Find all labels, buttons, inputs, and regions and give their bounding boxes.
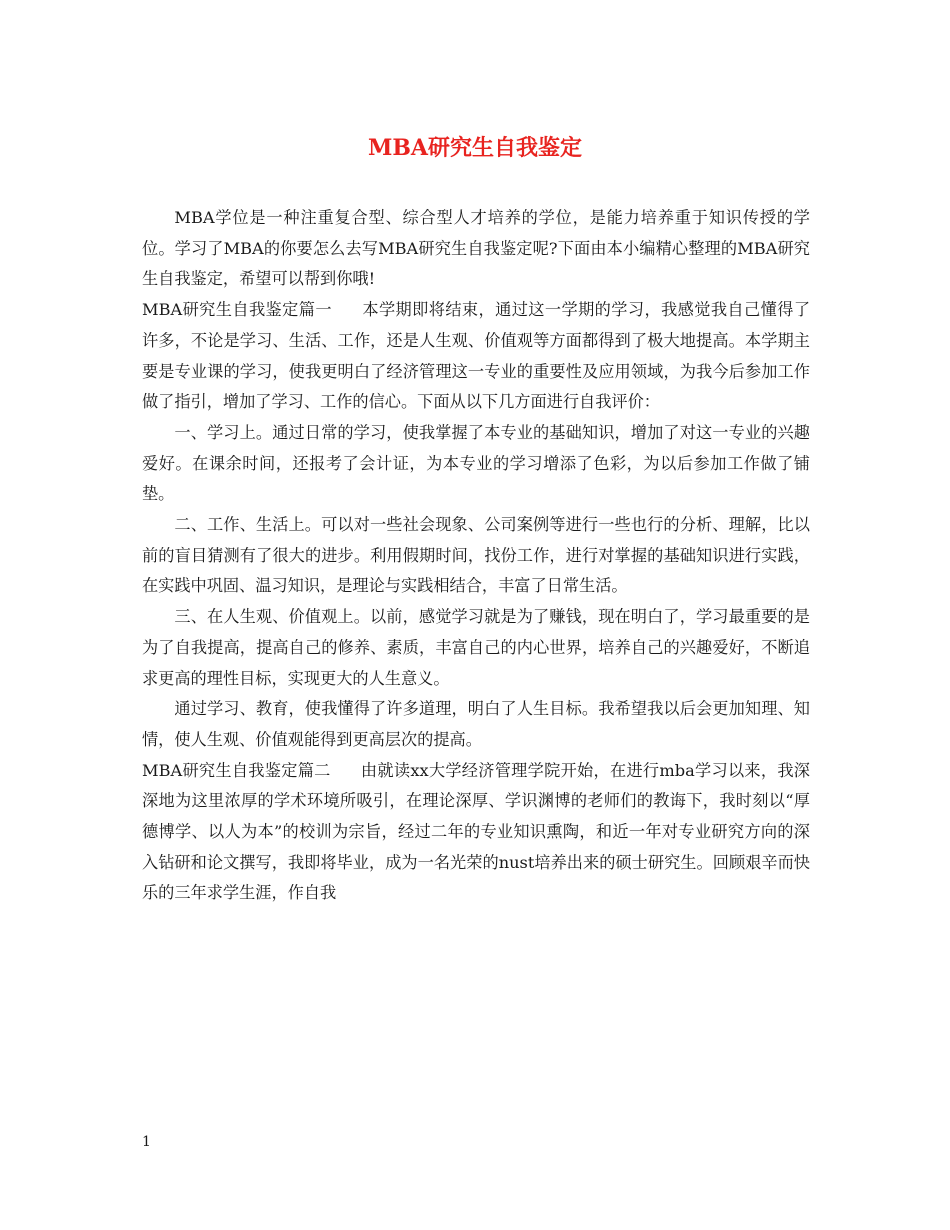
paragraph-conclusion: 通过学习、教育，使我懂得了许多道理，明白了人生目标。我希望我以后会更加知理、知情，使人生观、价值观能得到更高层次的提高。 (142, 699, 810, 749)
page-number: 1 (142, 1134, 151, 1150)
paragraph-intro: MBA学位是一种注重复合型、综合型人才培养的学位，是能力培养重于知识传授的学位。学习了MBA的你要怎么去写MBA研究生自我鉴定呢?下面由本小编精心整理的MBA研究生自我鉴定，希望可以帮到你哦! (142, 208, 810, 289)
paragraph-section-two (142, 756, 810, 910)
document-title: MBA研究生自我鉴定 (367, 135, 583, 161)
section-two-text: 由就读xx大学经济管理学院开始，在进行mba学习以来，我深深地为这里浓厚的学术环境所吸引，在理论深厚、学识渊博的老师们的教诲下，我时刻以“厚德博学、以人为本”的校训为宗旨，经过二年的专业知识熏陶，和近一年对专业研究方向的深入钻研和论文撰写，我即将毕业，成为一名光荣的nust培养出来的硕士研究生。回顾艰辛而快乐的三年求学生涯，作自我 (142, 760, 810, 903)
section-two-heading: MBA研究生自我鉴定篇二 (142, 760, 331, 780)
section-one-heading: MBA研究生自我鉴定篇一 (142, 300, 332, 320)
paragraph-work-life: 二、工作、生活上。可以对一些社会现象、公司案例等进行一些也行的分析、理解，比以前的盲目猜测有了很大的进步。利用假期时间，找份工作，进行对掌握的基础知识进行实践，在实践中巩固、温习知识，是理论与实践相结合，丰富了日常生活。 (142, 515, 810, 596)
paragraph-values: 三、在人生观、价值观上。以前，感觉学习就是为了赚钱，现在明白了，学习最重要的是为了自我提高，提高自己的修养、素质，丰富自己的内心世界，培养自己的兴趣爱好，不断追求更高的理性目标，实现更大的人生意义。 (142, 607, 810, 688)
paragraph-study: 一、学习上。通过日常的学习，使我掌握了本专业的基础知识，增加了对这一专业的兴趣爱好。在课余时间，还报考了会计证，为本专业的学习增添了色彩，为以后参加工作做了铺垫。 (142, 422, 810, 504)
section-one-text: 本学期即将结束，通过这一学期的学习，我感觉我自己懂得了许多，不论是学习、生活、工作，还是人生观、价值观等方面都得到了极大地提高。本学期主要是专业课的学习，使我更明白了经济管理这一专业的重要性及应用领域，为我今后参加工作做了指引，增加了学习、工作的信心。下面从以下几方面进行自我评价： (142, 300, 811, 412)
paragraph-section-one (142, 295, 810, 418)
document-body (142, 203, 810, 909)
